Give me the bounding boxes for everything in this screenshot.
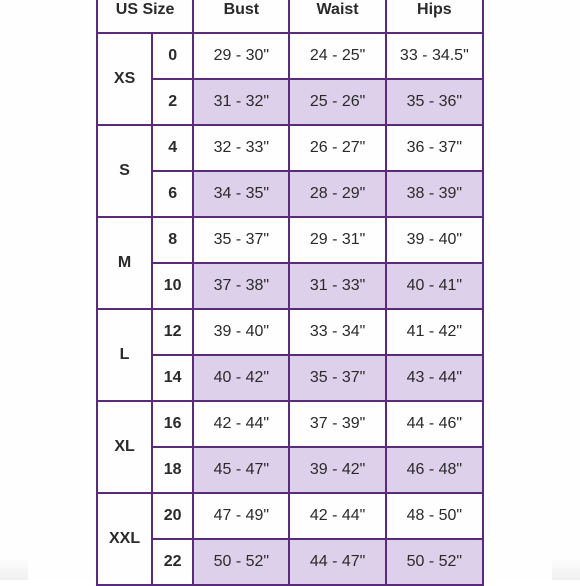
hips-cell: 33 - 34.5": [386, 33, 483, 79]
hips-cell: 44 - 46": [386, 401, 483, 447]
size-number-cell: 8: [152, 217, 193, 263]
table-row: [97, 355, 483, 401]
waist-cell: 24 - 25": [289, 33, 385, 79]
header-waist: Waist: [289, 0, 385, 33]
size-number-cell: 12: [152, 309, 193, 355]
header-us-size: US Size: [97, 0, 193, 33]
size-letter-cell: S: [97, 125, 152, 217]
hips-cell: 43 - 44": [386, 355, 483, 401]
table-row: [97, 493, 483, 539]
hips-cell: 39 - 40": [386, 217, 483, 263]
table-row: [97, 539, 483, 585]
hips-cell: 35 - 36": [386, 79, 483, 125]
waist-cell: 35 - 37": [289, 355, 385, 401]
size-letter-cell: XXL: [97, 493, 152, 585]
waist-cell: 26 - 27": [289, 125, 385, 171]
header-bust: Bust: [193, 0, 289, 33]
header-row: [97, 0, 483, 33]
size-number-cell: 2: [152, 79, 193, 125]
waist-cell: 44 - 47": [289, 539, 385, 585]
waist-cell: 42 - 44": [289, 493, 385, 539]
table-row: [97, 401, 483, 447]
size-number-cell: 20: [152, 493, 193, 539]
header-hips: Hips: [386, 0, 483, 33]
hips-cell: 48 - 50": [386, 493, 483, 539]
table-row: [97, 309, 483, 355]
hips-cell: 36 - 37": [386, 125, 483, 171]
hips-cell: 41 - 42": [386, 309, 483, 355]
hips-cell: 40 - 41": [386, 263, 483, 309]
size-table-body: [97, 33, 483, 585]
bust-cell: 35 - 37": [193, 217, 289, 263]
bust-cell: 40 - 42": [193, 355, 289, 401]
bust-cell: 50 - 52": [193, 539, 289, 585]
waist-cell: 25 - 26": [289, 79, 385, 125]
bust-cell: 47 - 49": [193, 493, 289, 539]
edge-shadow: [552, 558, 580, 580]
size-chart-table: [96, 0, 484, 586]
bust-cell: 39 - 40": [193, 309, 289, 355]
bust-cell: 45 - 47": [193, 447, 289, 493]
size-number-cell: 6: [152, 171, 193, 217]
hips-cell: 50 - 52": [386, 539, 483, 585]
waist-cell: 33 - 34": [289, 309, 385, 355]
waist-cell: 37 - 39": [289, 401, 385, 447]
waist-cell: 39 - 42": [289, 447, 385, 493]
size-number-cell: 4: [152, 125, 193, 171]
waist-cell: 29 - 31": [289, 217, 385, 263]
size-number-cell: 14: [152, 355, 193, 401]
table-row: [97, 447, 483, 493]
bust-cell: 42 - 44": [193, 401, 289, 447]
size-letter-cell: XL: [97, 401, 152, 493]
size-number-cell: 18: [152, 447, 193, 493]
table-row: [97, 217, 483, 263]
table-row: [97, 171, 483, 217]
table-row: [97, 263, 483, 309]
size-letter-cell: M: [97, 217, 152, 309]
table-row: [97, 33, 483, 79]
bust-cell: 31 - 32": [193, 79, 289, 125]
size-number-cell: 10: [152, 263, 193, 309]
table-row: [97, 125, 483, 171]
size-letter-cell: XS: [97, 33, 152, 125]
size-letter-cell: L: [97, 309, 152, 401]
waist-cell: 28 - 29": [289, 171, 385, 217]
bust-cell: 34 - 35": [193, 171, 289, 217]
table-row: [97, 79, 483, 125]
bust-cell: 29 - 30": [193, 33, 289, 79]
size-number-cell: 16: [152, 401, 193, 447]
size-number-cell: 22: [152, 539, 193, 585]
hips-cell: 38 - 39": [386, 171, 483, 217]
edge-shadow: [0, 558, 28, 580]
bust-cell: 37 - 38": [193, 263, 289, 309]
bust-cell: 32 - 33": [193, 125, 289, 171]
size-number-cell: 0: [152, 33, 193, 79]
waist-cell: 31 - 33": [289, 263, 385, 309]
hips-cell: 46 - 48": [386, 447, 483, 493]
